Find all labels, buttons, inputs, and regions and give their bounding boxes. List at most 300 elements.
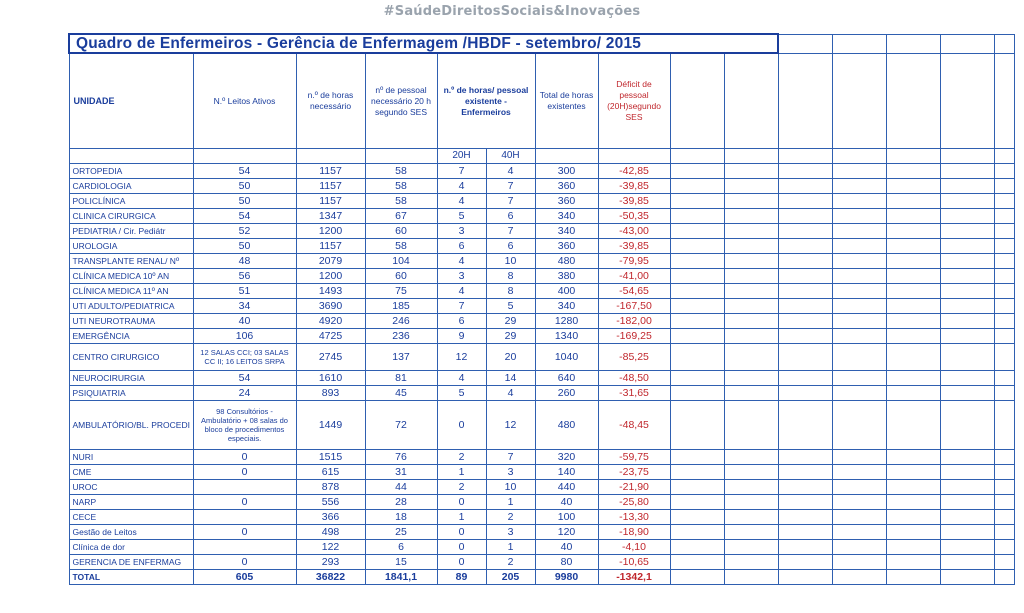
- cell-40h: 10: [486, 480, 535, 495]
- cell-deficit: -48,45: [598, 401, 670, 450]
- empty-cell: [832, 209, 886, 224]
- cell-40h: 10: [486, 254, 535, 269]
- cell-total-horas: 340: [535, 299, 598, 314]
- cell-leitos: 51: [193, 284, 296, 299]
- empty-cell: [724, 495, 778, 510]
- empty-cell: [724, 239, 778, 254]
- empty-cell: [832, 510, 886, 525]
- cell-20h: 1: [437, 465, 486, 480]
- table-row: [69, 299, 1014, 314]
- empty-cell: [994, 344, 1014, 371]
- empty-cell: [994, 465, 1014, 480]
- empty-cell: [724, 371, 778, 386]
- empty-cell: [940, 314, 994, 329]
- cell-pessoal: 6: [365, 540, 437, 555]
- empty-cell: [994, 299, 1014, 314]
- cell-unidade: NARP: [69, 495, 193, 510]
- cell-horas: 1449: [296, 401, 365, 450]
- cell-unidade: CME: [69, 465, 193, 480]
- empty-cell: [724, 540, 778, 555]
- table-row: [69, 525, 1014, 540]
- cell-pessoal: 31: [365, 465, 437, 480]
- empty-cell: [670, 555, 724, 570]
- cell-unidade: EMERGÊNCIA: [69, 329, 193, 344]
- cell-horas: 4920: [296, 314, 365, 329]
- empty-cell: [778, 465, 832, 480]
- table-row: [69, 401, 1014, 450]
- cell-pessoal: 76: [365, 450, 437, 465]
- cell-unidade: CARDIOLOGIA: [69, 179, 193, 194]
- cell-pessoal: 58: [365, 164, 437, 179]
- empty-cell: [778, 344, 832, 371]
- header-unidade: UNIDADE: [69, 53, 193, 149]
- empty-cell: [994, 224, 1014, 239]
- empty-cell: [886, 284, 940, 299]
- cell-leitos: 605: [193, 570, 296, 585]
- empty-cell: [778, 239, 832, 254]
- cell-deficit: -18,90: [598, 525, 670, 540]
- empty-cell: [940, 164, 994, 179]
- empty-cell: [670, 401, 724, 450]
- empty-cell: [886, 386, 940, 401]
- empty-cell: [778, 555, 832, 570]
- cell-total-horas: 480: [535, 401, 598, 450]
- empty-cell: [724, 465, 778, 480]
- empty-cell: [778, 525, 832, 540]
- cell-deficit: -31,65: [598, 386, 670, 401]
- empty-cell: [994, 239, 1014, 254]
- empty-cell: [778, 194, 832, 209]
- empty-cell: [940, 386, 994, 401]
- table-row: [69, 495, 1014, 510]
- empty-cell: [940, 194, 994, 209]
- cell-leitos: 34: [193, 299, 296, 314]
- cell-total-horas: 340: [535, 224, 598, 239]
- cell-40h: 6: [486, 239, 535, 254]
- empty-cell: [778, 314, 832, 329]
- cell-unidade: CLINICA CIRURGICA: [69, 209, 193, 224]
- cell-40h: 3: [486, 465, 535, 480]
- table-row: [69, 209, 1014, 224]
- cell-leitos: 50: [193, 194, 296, 209]
- cell-pessoal: 58: [365, 239, 437, 254]
- cell-40h: 12: [486, 401, 535, 450]
- cell-40h: 5: [486, 299, 535, 314]
- cell-total-horas: 140: [535, 465, 598, 480]
- empty-cell: [724, 570, 778, 585]
- cell-leitos: 12 SALAS CCI; 03 SALAS CC II; 16 LEITOS SRPA: [193, 344, 296, 371]
- cell-total-horas: 260: [535, 386, 598, 401]
- empty-cell: [670, 299, 724, 314]
- empty-cell: [724, 401, 778, 450]
- empty-cell: [778, 371, 832, 386]
- empty-cell: [832, 540, 886, 555]
- empty-cell: [994, 179, 1014, 194]
- cell-20h: 1: [437, 510, 486, 525]
- cell-20h: 4: [437, 371, 486, 386]
- cell-unidade: UROC: [69, 480, 193, 495]
- empty-cell: [886, 525, 940, 540]
- table-title: Quadro de Enfermeiros - Gerência de Enfermagem /HBDF - setembro/ 2015: [69, 34, 778, 53]
- empty-cell: [886, 510, 940, 525]
- empty-cell: [832, 495, 886, 510]
- cell-leitos: 98 Consultórios - Ambulatório + 08 salas do bloco de procedimentos especiais.: [193, 401, 296, 450]
- empty-cell: [994, 209, 1014, 224]
- empty-cell: [940, 371, 994, 386]
- cell-deficit: -23,75: [598, 465, 670, 480]
- cell-leitos: [193, 540, 296, 555]
- table-row: [69, 179, 1014, 194]
- empty-cell: [940, 495, 994, 510]
- cell-total-horas: 9980: [535, 570, 598, 585]
- cell-horas: 366: [296, 510, 365, 525]
- cell-pessoal: 104: [365, 254, 437, 269]
- cell-20h: 4: [437, 194, 486, 209]
- cell-total-horas: 40: [535, 540, 598, 555]
- empty-cell: [724, 299, 778, 314]
- table-row: [69, 194, 1014, 209]
- cell-20h: 3: [437, 269, 486, 284]
- cell-horas: 2079: [296, 254, 365, 269]
- empty-cell: [886, 314, 940, 329]
- cell-pessoal: 25: [365, 525, 437, 540]
- nursing-staff-table: [68, 33, 1015, 585]
- cell-20h: 6: [437, 314, 486, 329]
- empty-cell: [670, 450, 724, 465]
- empty-cell: [994, 254, 1014, 269]
- cell-deficit: -13,30: [598, 510, 670, 525]
- cell-total-horas: 340: [535, 209, 598, 224]
- empty-cell: [670, 371, 724, 386]
- cell-unidade: AMBULATÓRIO/BL. PROCEDI: [69, 401, 193, 450]
- cell-horas: 1610: [296, 371, 365, 386]
- empty-cell: [832, 371, 886, 386]
- empty-cell: [724, 510, 778, 525]
- cell-20h: 4: [437, 254, 486, 269]
- empty-cell: [724, 179, 778, 194]
- cell-unidade: CENTRO CIRURGICO: [69, 344, 193, 371]
- empty-cell: [670, 194, 724, 209]
- table-row: [69, 224, 1014, 239]
- empty-cell: [994, 269, 1014, 284]
- cell-total-horas: 640: [535, 371, 598, 386]
- cell-40h: 7: [486, 179, 535, 194]
- cell-total-horas: 300: [535, 164, 598, 179]
- cell-pessoal: 15: [365, 555, 437, 570]
- table-row: [69, 386, 1014, 401]
- header-pessoal-necessario: nº de pessoal necessário 20 h segundo SES: [365, 53, 437, 149]
- cell-leitos: 0: [193, 465, 296, 480]
- cell-deficit: -10,65: [598, 555, 670, 570]
- empty-cell: [886, 570, 940, 585]
- table-row: [69, 371, 1014, 386]
- cell-pessoal: 137: [365, 344, 437, 371]
- empty-cell: [670, 239, 724, 254]
- cell-unidade: CECE: [69, 510, 193, 525]
- empty-cell: [670, 570, 724, 585]
- table-row: [69, 450, 1014, 465]
- cell-unidade: PSIQUIATRIA: [69, 386, 193, 401]
- empty-cell: [886, 465, 940, 480]
- cell-40h: 6: [486, 209, 535, 224]
- cell-horas: 1515: [296, 450, 365, 465]
- total-row: [69, 570, 1014, 585]
- cell-40h: 8: [486, 284, 535, 299]
- empty-cell: [994, 194, 1014, 209]
- cell-deficit: -182,00: [598, 314, 670, 329]
- empty-cell: [994, 329, 1014, 344]
- cell-deficit: -42,85: [598, 164, 670, 179]
- table-row: [69, 314, 1014, 329]
- empty-cell: [994, 570, 1014, 585]
- empty-cell: [994, 450, 1014, 465]
- cell-20h: 5: [437, 209, 486, 224]
- empty-cell: [832, 570, 886, 585]
- cell-leitos: 24: [193, 386, 296, 401]
- cell-unidade: NEUROCIRURGIA: [69, 371, 193, 386]
- empty-cell: [940, 284, 994, 299]
- empty-cell: [670, 540, 724, 555]
- empty-cell: [886, 254, 940, 269]
- cell-total-horas: 1340: [535, 329, 598, 344]
- cell-total-horas: 100: [535, 510, 598, 525]
- cell-unidade: GERENCIA DE ENFERMAG: [69, 555, 193, 570]
- empty-cell: [994, 371, 1014, 386]
- cell-deficit: -41,00: [598, 269, 670, 284]
- cell-unidade: CLÍNICA MEDICA 10º AN: [69, 269, 193, 284]
- cell-unidade: Clínica de dor: [69, 540, 193, 555]
- cell-unidade: PEDIATRIA / Cir. Pediátr: [69, 224, 193, 239]
- cell-leitos: 52: [193, 224, 296, 239]
- empty-cell: [940, 254, 994, 269]
- empty-cell: [886, 495, 940, 510]
- empty-cell: [670, 269, 724, 284]
- empty-cell: [670, 344, 724, 371]
- empty-cell: [778, 386, 832, 401]
- empty-cell: [994, 540, 1014, 555]
- empty-cell: [940, 480, 994, 495]
- empty-cell: [670, 164, 724, 179]
- cell-total-horas: 360: [535, 194, 598, 209]
- cell-pessoal: 45: [365, 386, 437, 401]
- cell-leitos: 0: [193, 525, 296, 540]
- cell-horas: 122: [296, 540, 365, 555]
- empty-cell: [940, 344, 994, 371]
- empty-cell: [886, 164, 940, 179]
- cell-unidade: CLÍNICA MEDICA 11º AN: [69, 284, 193, 299]
- empty-cell: [724, 254, 778, 269]
- table-row: [69, 284, 1014, 299]
- empty-cell: [994, 510, 1014, 525]
- table-row: [69, 164, 1014, 179]
- cell-horas: 36822: [296, 570, 365, 585]
- cell-20h: 6: [437, 239, 486, 254]
- empty-cell: [724, 344, 778, 371]
- empty-cell: [724, 209, 778, 224]
- cell-deficit: -167,50: [598, 299, 670, 314]
- cell-total-horas: 380: [535, 269, 598, 284]
- cell-40h: 4: [486, 386, 535, 401]
- empty-cell: [778, 401, 832, 450]
- empty-cell: [940, 570, 994, 585]
- cell-40h: 7: [486, 224, 535, 239]
- cell-leitos: 50: [193, 179, 296, 194]
- empty-cell: [832, 465, 886, 480]
- cell-unidade: POLICLÍNICA: [69, 194, 193, 209]
- empty-cell: [724, 194, 778, 209]
- empty-cell: [670, 314, 724, 329]
- empty-cell: [832, 329, 886, 344]
- empty-cell: [886, 269, 940, 284]
- empty-cell: [832, 555, 886, 570]
- empty-cell: [724, 555, 778, 570]
- cell-horas: 893: [296, 386, 365, 401]
- cell-40h: 7: [486, 450, 535, 465]
- header-total-horas: Total de horas existentes: [535, 53, 598, 149]
- cell-horas: 615: [296, 465, 365, 480]
- cell-40h: 1: [486, 495, 535, 510]
- cell-unidade: NURI: [69, 450, 193, 465]
- table-row: [69, 269, 1014, 284]
- empty-cell: [670, 386, 724, 401]
- empty-cell: [994, 284, 1014, 299]
- cell-deficit: -43,00: [598, 224, 670, 239]
- empty-cell: [940, 540, 994, 555]
- empty-cell: [832, 179, 886, 194]
- empty-cell: [994, 386, 1014, 401]
- cell-pessoal: 60: [365, 269, 437, 284]
- cell-pessoal: 1841,1: [365, 570, 437, 585]
- cell-leitos: 56: [193, 269, 296, 284]
- empty-cell: [778, 510, 832, 525]
- cell-deficit: -1342,1: [598, 570, 670, 585]
- empty-cell: [994, 401, 1014, 450]
- cell-total-horas: 360: [535, 179, 598, 194]
- cell-horas: 1347: [296, 209, 365, 224]
- cell-40h: 2: [486, 555, 535, 570]
- empty-cell: [670, 495, 724, 510]
- cell-leitos: 106: [193, 329, 296, 344]
- empty-cell: [778, 329, 832, 344]
- empty-cell: [940, 450, 994, 465]
- empty-cell: [670, 329, 724, 344]
- cell-pessoal: 246: [365, 314, 437, 329]
- empty-cell: [994, 480, 1014, 495]
- table-row: [69, 540, 1014, 555]
- empty-cell: [940, 329, 994, 344]
- cell-20h: 4: [437, 179, 486, 194]
- empty-cell: [994, 314, 1014, 329]
- empty-cell: [886, 179, 940, 194]
- empty-cell: [886, 371, 940, 386]
- cell-20h: 0: [437, 540, 486, 555]
- empty-cell: [832, 386, 886, 401]
- cell-pessoal: 58: [365, 194, 437, 209]
- empty-cell: [778, 269, 832, 284]
- cell-40h: 205: [486, 570, 535, 585]
- empty-cell: [886, 480, 940, 495]
- cell-horas: 498: [296, 525, 365, 540]
- cell-20h: 5: [437, 386, 486, 401]
- cell-deficit: -85,25: [598, 344, 670, 371]
- empty-cell: [724, 450, 778, 465]
- empty-cell: [670, 209, 724, 224]
- cell-40h: 20: [486, 344, 535, 371]
- cell-40h: 1: [486, 540, 535, 555]
- cell-deficit: -54,65: [598, 284, 670, 299]
- cell-unidade: UROLOGIA: [69, 239, 193, 254]
- cell-deficit: -39,85: [598, 194, 670, 209]
- empty-cell: [940, 224, 994, 239]
- cell-unidade: UTI NEUROTRAUMA: [69, 314, 193, 329]
- cell-deficit: -50,35: [598, 209, 670, 224]
- cell-deficit: -21,90: [598, 480, 670, 495]
- table-row: [69, 480, 1014, 495]
- cell-total-horas: 440: [535, 480, 598, 495]
- empty-cell: [886, 344, 940, 371]
- empty-cell: [832, 525, 886, 540]
- cell-deficit: -4,10: [598, 540, 670, 555]
- cell-deficit: -39,85: [598, 239, 670, 254]
- empty-cell: [886, 540, 940, 555]
- cell-20h: 0: [437, 525, 486, 540]
- cell-leitos: 54: [193, 164, 296, 179]
- empty-cell: [832, 164, 886, 179]
- empty-cell: [832, 344, 886, 371]
- cell-20h: 9: [437, 329, 486, 344]
- cell-pessoal: 75: [365, 284, 437, 299]
- table-row: [69, 465, 1014, 480]
- cell-unidade: UTI ADULTO/PEDIATRICA: [69, 299, 193, 314]
- cell-leitos: 0: [193, 450, 296, 465]
- empty-cell: [724, 284, 778, 299]
- cell-total-horas: 1280: [535, 314, 598, 329]
- cell-40h: 2: [486, 510, 535, 525]
- cell-horas: 1157: [296, 164, 365, 179]
- cell-20h: 89: [437, 570, 486, 585]
- empty-cell: [886, 209, 940, 224]
- header-deficit: Déficit de pessoal (20H)segundo SES: [598, 53, 670, 149]
- cell-leitos: 54: [193, 209, 296, 224]
- cell-deficit: -39,85: [598, 179, 670, 194]
- empty-cell: [832, 450, 886, 465]
- cell-20h: 2: [437, 480, 486, 495]
- header-40h: 40H: [486, 149, 535, 164]
- cell-40h: 4: [486, 164, 535, 179]
- cell-horas: 1157: [296, 194, 365, 209]
- table-row: [69, 329, 1014, 344]
- cell-unidade: ORTOPEDIA: [69, 164, 193, 179]
- empty-cell: [832, 224, 886, 239]
- table-row: [69, 510, 1014, 525]
- empty-cell: [670, 224, 724, 239]
- empty-cell: [832, 314, 886, 329]
- cell-leitos: 54: [193, 371, 296, 386]
- empty-cell: [940, 555, 994, 570]
- empty-cell: [940, 525, 994, 540]
- cell-unidade: Gestão de Leitos: [69, 525, 193, 540]
- cell-total-horas: 80: [535, 555, 598, 570]
- cell-leitos: 0: [193, 495, 296, 510]
- empty-cell: [940, 179, 994, 194]
- cell-horas: 556: [296, 495, 365, 510]
- cell-total-horas: 360: [535, 239, 598, 254]
- cell-unidade: TRANSPLANTE RENAL/ Nº: [69, 254, 193, 269]
- cell-total-horas: 320: [535, 450, 598, 465]
- empty-cell: [832, 401, 886, 450]
- table-row: [69, 344, 1014, 371]
- cell-20h: 3: [437, 224, 486, 239]
